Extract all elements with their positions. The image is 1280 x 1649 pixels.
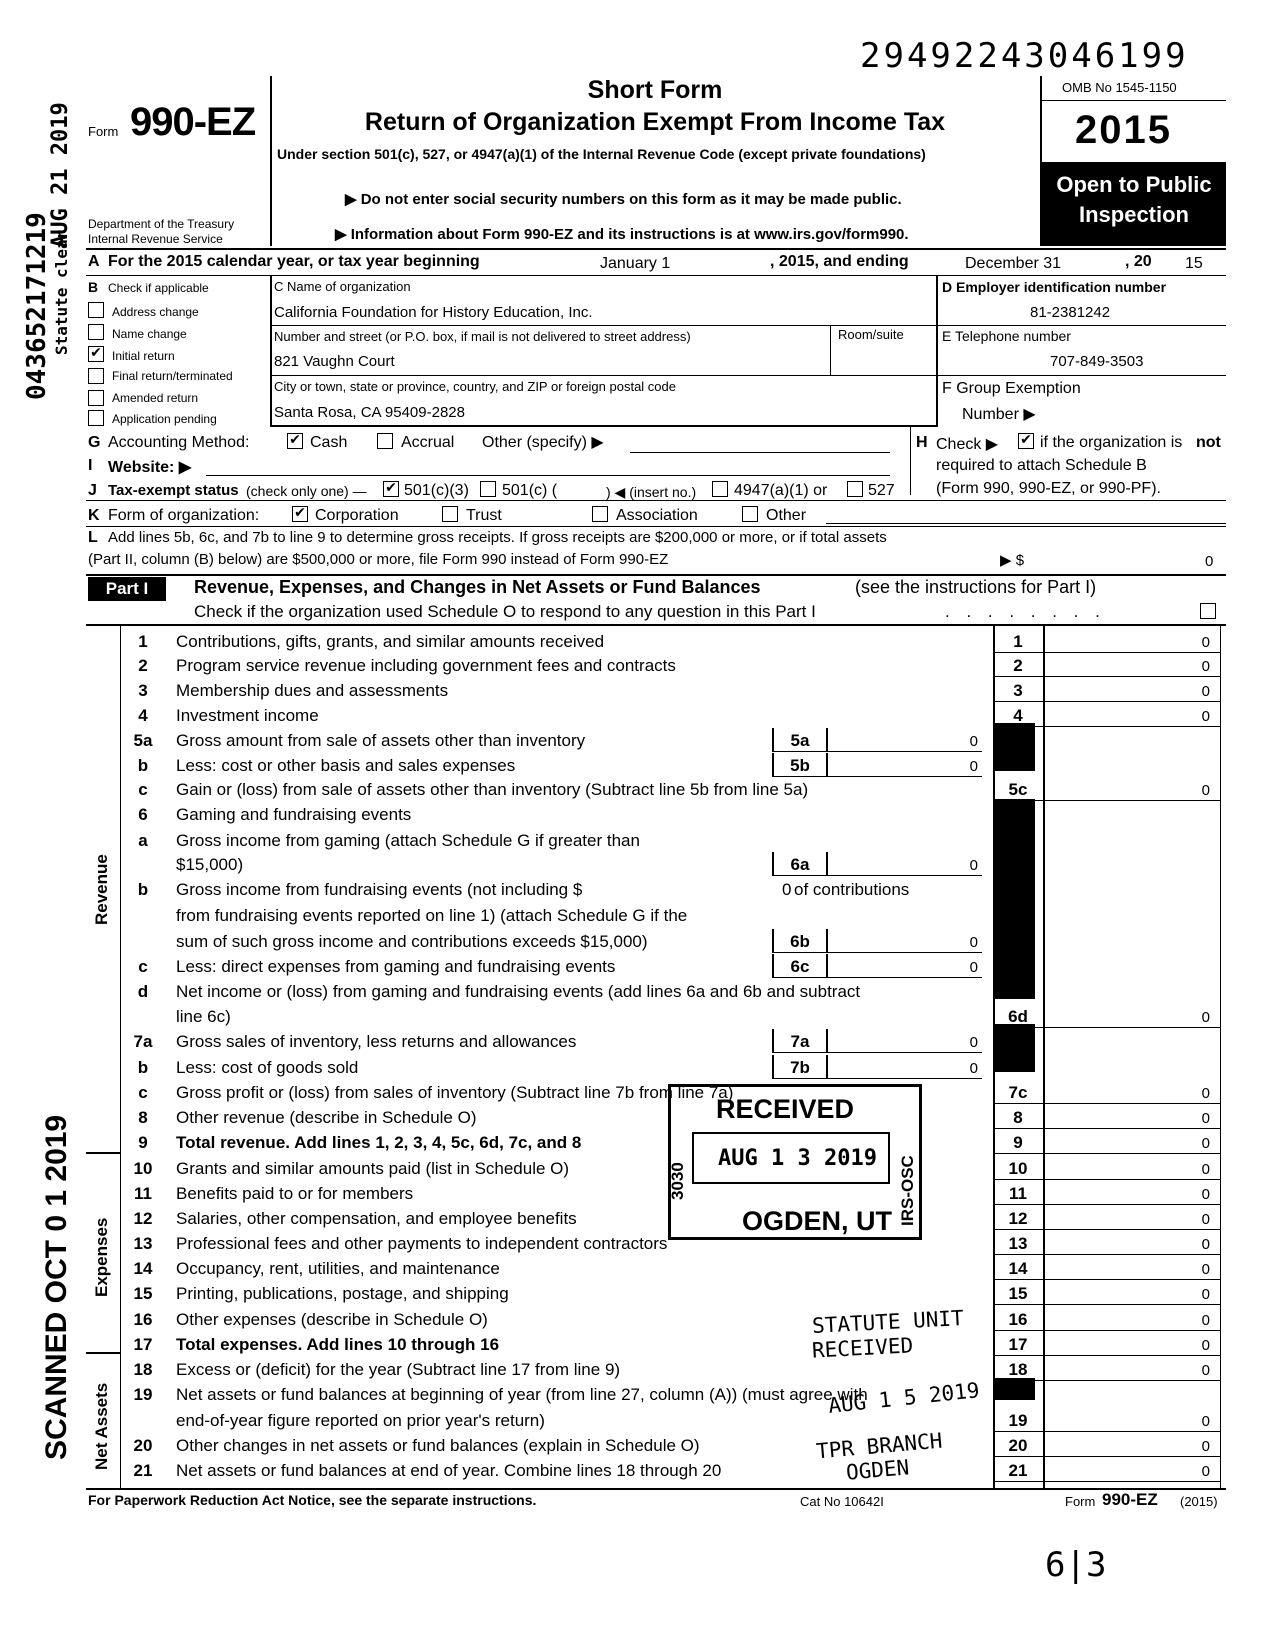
4947-label: 4947(a)(1) or [734,482,828,499]
line-description: sum of such gross income and contributions exceeds $15,000) [176,932,648,951]
sub-amount-divider [826,852,828,876]
part1-title-note: (see the instructions for Part I) [855,577,1097,597]
received-stamp-irs: IRS-OSC [898,1155,917,1226]
line-code: 14 [1008,1259,1028,1278]
public-inspection-line1: Open to Public [1056,172,1212,197]
gross-receipts-amount[interactable]: 0 [1205,553,1214,570]
catalog-number: Cat No 10642I [800,1494,884,1509]
line-number: 5a [133,731,153,750]
line-number: 6 [138,805,148,824]
line-description: line 6c) [176,1007,231,1026]
line-description: Less: cost or other basis and sales expenses [176,756,516,775]
shaded-5 [995,723,1035,771]
line-amount[interactable]: 0 [1201,1186,1210,1203]
form-number: 990-EZ [130,100,256,144]
line-description: Gain or (loss) from sale of assets other than inventory (Subtract line 5b from line 5a) [176,780,809,799]
line-amount[interactable]: 0 [1201,1085,1210,1102]
amount-row-rule [993,1431,1220,1432]
line-description: Less: cost of goods sold [176,1058,359,1077]
line-description: Total expenses. Add lines 10 through 16 [176,1335,500,1354]
sub-line-amount[interactable]: 0 [969,758,978,775]
line-h-text2: required to attach Schedule B [936,457,1147,474]
line-h-label: H [916,434,928,451]
line-number: 11 [134,1184,152,1203]
line-number: b [137,1058,149,1077]
shaded-7 [995,1024,1035,1072]
other-method-label: Other (specify) ▶ [482,434,604,451]
sub-line-amount[interactable]: 0 [969,959,978,976]
amount-row-rule [993,1481,1220,1482]
ein-label: D Employer identification number [942,279,1167,295]
inline-contributions-amount[interactable]: 0 [782,880,792,899]
527-label: 527 [868,482,895,499]
line-code: 7c [1008,1083,1028,1102]
line-amount[interactable]: 0 [1201,1135,1210,1152]
sub-line-amount[interactable]: 0 [969,857,978,874]
line-description: Professional fees and other payments to independent contractors [176,1234,668,1253]
line-description: Gross amount from sale of assets other than inventory [176,731,586,750]
amount-row-rule [993,1380,1220,1381]
line-number: 13 [133,1234,153,1253]
tax-exempt-status-note: (check only one) — [246,483,367,499]
name-change-label: Name change [112,327,187,341]
accrual-checkbox[interactable] [377,433,393,449]
received-stamp-city: OGDEN, UT [742,1206,893,1236]
line-number: 18 [133,1360,153,1379]
line-amount[interactable]: 0 [1201,1110,1210,1127]
line-number: 1 [138,632,148,651]
room-suite-label: Room/suite [838,327,904,342]
other-org-label: Other [766,507,807,524]
line-amount[interactable]: 0 [1201,658,1210,675]
line-code: 18 [1008,1360,1028,1379]
part1-schedule-o-check: Check if the organization used Schedule O to respond to any question in this Part I [194,602,816,621]
city-state-zip[interactable]: Santa Rosa, CA 95409-2828 [274,404,465,421]
org-name[interactable]: California Foundation for History Education, Inc. [274,304,593,321]
line-a-text: For the 2015 calendar year, or tax year beginning [108,253,480,270]
tax-year-begin[interactable]: January 1 [600,255,671,272]
amount-row-rule [993,1229,1220,1230]
line-amount[interactable]: 0 [1201,708,1210,725]
part1-title: Revenue, Expenses, and Changes in Net Assets or Fund Balances [194,577,761,597]
form-subtitle: Under section 501(c), 527, or 4947(a)(1) of the Internal Revenue Code (except private foundations) [277,146,926,162]
line-code: 19 [1008,1411,1028,1430]
sub-amount-divider [826,753,828,777]
tax-year: 2015 [1075,108,1172,152]
line-h-text: if the organization is [1040,434,1183,451]
line-description: end-of-year figure reported on prior year's return) [176,1411,545,1430]
association-label: Association [616,507,698,524]
line-description: Net assets or fund balances at beginning of year (from line 27, column (A)) (must agree with [176,1385,868,1404]
footer-year: (2015) [1180,1494,1218,1509]
scanned-stamp: SCANNED OCT 0 1 2019 [40,1114,73,1460]
street-label: Number and street (or P.O. box, if mail is not delivered to street address) [274,329,691,344]
amount-row-rule [993,1128,1220,1129]
line-code: 9 [1013,1133,1023,1152]
amount-row-rule [993,1027,1220,1028]
amount-row-rule [993,800,1220,801]
section-b-label: B [88,279,99,295]
line-number: d [137,982,149,1001]
amount-row-rule [993,1254,1220,1255]
cash-checkbox[interactable]: ✔ [287,433,303,449]
corporation-checkbox[interactable]: ✔ [292,506,308,522]
sub-amount-divider [826,1029,828,1053]
amount-row-rule [993,676,1220,677]
sub-line-amount[interactable]: 0 [969,733,978,750]
sub-line-code: 7b [790,1058,810,1077]
shaded-19 [995,1378,1035,1400]
line-j-label: J [88,482,97,499]
line-amount[interactable]: 0 [1201,1312,1210,1329]
other-org-checkbox[interactable] [742,506,758,522]
line-code: 13 [1008,1234,1028,1253]
association-checkbox[interactable] [592,506,608,522]
line-number: b [137,756,149,775]
line-code: 1 [1013,632,1023,651]
form-title: Return of Organization Exempt From Income Tax [364,108,946,136]
schedule-o-checkbox[interactable] [1200,603,1216,619]
info-notice: ▶ Information about Form 990-EZ and its instructions is at www.irs.gov/form990. [335,226,909,243]
accounting-method-label: Accounting Method: [108,434,250,451]
tpr-branch-stamp: TPR BRANCH [815,1428,944,1464]
group-exemption-label: F Group Exemption [942,380,1081,397]
amended-return-label: Amended return [112,391,199,405]
line-description: Benefits paid to or for members [176,1184,414,1203]
line-description: from fundraising events reported on line 1) (attach Schedule G if the [176,906,688,925]
part1-tag: Part I [105,579,149,598]
tpr-city-stamp: OGDEN [845,1455,911,1485]
line-number: 16 [133,1310,153,1329]
tax-year-end[interactable]: December 31 [965,255,1062,272]
document-locator-number: 29492243046199 [860,36,1189,76]
statute-clear-stamp: Statute clear [52,229,71,355]
line-code: 15 [1008,1284,1028,1303]
amount-row-rule [993,1330,1220,1331]
line-code: 21 [1008,1461,1028,1480]
line-amount[interactable]: 0 [1201,1286,1210,1303]
line-code: 20 [1008,1436,1028,1455]
501c-label: 501(c) ( [502,482,558,499]
amount-row-rule [993,1355,1220,1356]
cash-label: Cash [310,434,348,451]
initial-return-label: Initial return [112,349,175,363]
line-description: Other revenue (describe in Schedule O) [176,1108,477,1127]
line-code: 8 [1013,1108,1023,1127]
public-inspection-line2: Inspection [1078,202,1189,227]
line-h-check: Check ▶ [936,436,999,453]
line-number: 21 [133,1461,153,1480]
sub-line-code: 7a [790,1032,810,1051]
trust-checkbox[interactable] [442,506,458,522]
line-code: 17 [1008,1335,1028,1354]
line-number: 2 [138,656,148,675]
website-label: Website: ▶ [108,459,192,476]
sub-line-amount[interactable]: 0 [969,934,978,951]
line-amount[interactable]: 0 [1201,1438,1210,1455]
line-amount[interactable]: 0 [1201,683,1210,700]
amount-row-rule [993,1153,1220,1154]
sub-line-code: 5a [790,731,810,750]
group-exemption-number-label: Number ▶ [962,406,1036,423]
line-description: Occupancy, rent, utilities, and maintenance [176,1259,500,1278]
telephone-label: E Telephone number [942,328,1071,344]
line-code: 3 [1013,681,1023,700]
statute-date-stamp: AUG 1 5 2019 [827,1378,981,1418]
line-description: Gross income from gaming (attach Schedule G if greater than [176,831,640,850]
501c3-checkbox[interactable]: ✔ [383,481,399,497]
line-description: Membership dues and assessments [176,681,449,700]
line-number: 10 [133,1159,153,1178]
statute-received-stamp: RECEIVED [811,1333,914,1363]
amount-row-rule [993,1204,1220,1205]
line-description: Contributions, gifts, grants, and similar amounts received [176,632,605,651]
handwritten-page-note: 6|3 [1045,1545,1107,1585]
line-number: 3 [138,681,148,700]
line-number: c [138,1083,148,1102]
amount-row-rule [993,652,1220,653]
final-return-checkbox[interactable] [88,368,104,384]
line-amount[interactable]: 0 [1201,1161,1210,1178]
501c-checkbox[interactable] [480,481,496,497]
sub-line-code: 6a [790,855,810,874]
initial-return-checkbox[interactable]: ✔ [88,346,104,362]
line-description: Excess or (deficit) for the year (Subtract line 17 from line 9) [176,1360,621,1379]
sub-line-code: 6c [790,957,810,976]
sub-line-amount[interactable]: 0 [969,1034,978,1051]
schedule-b-checkbox[interactable]: ✔ [1018,433,1034,449]
line-description: Gaming and fundraising events [176,805,412,824]
line-description: Gross sales of inventory, less returns and allowances [176,1032,577,1051]
line-l-text1: Add lines 5b, 6c, and 7b to line 9 to determine gross receipts. If gross receipts are $200,000 or more, or if total assets [108,529,887,546]
net-assets-side-label: Net Assets [92,1382,111,1470]
address-change-checkbox[interactable] [88,302,104,318]
revenue-side-label: Revenue [92,854,111,925]
shaded-6 [995,799,1035,999]
amended-return-checkbox[interactable] [88,390,104,406]
line-a-mid: , 2015, and ending [770,253,909,270]
corporation-label: Corporation [315,507,399,524]
part1-check-leaders: . . . . . . . . [945,602,1106,621]
line-code: 16 [1008,1310,1028,1329]
line-amount[interactable]: 0 [1201,1337,1210,1354]
line-number: 15 [133,1284,153,1303]
line-amount[interactable]: 0 [1201,1211,1210,1228]
line-number: c [138,780,148,799]
line-number: b [137,880,149,899]
final-return-label: Final return/terminated [112,369,233,383]
501c3-label: 501(c)(3) [404,482,469,499]
sub-amount-divider [826,728,828,752]
line-amount[interactable]: 0 [1201,1463,1210,1480]
statute-unit-stamp: STATUTE UNIT [811,1306,965,1338]
line-h-text3: (Form 990, 990-EZ, or 990-PF). [936,480,1161,497]
omb-number: OMB No 1545-1150 [1062,80,1177,95]
form-title-short: Short Form [587,76,723,104]
line-amount[interactable]: 0 [1201,1009,1210,1026]
sub-line-code: 6b [790,932,810,951]
sub-amount-divider [826,1055,828,1079]
org-name-label: C Name of organization [274,279,411,294]
line-number: c [138,957,148,976]
line-a-year-prefix: , 20 [1125,253,1152,270]
line-amount[interactable]: 0 [1201,1362,1210,1379]
address-change-label: Address change [112,305,199,319]
line-number: 9 [138,1133,148,1152]
line-amount[interactable]: 0 [1201,1413,1210,1430]
ssn-notice: ▶ Do not enter social security numbers on this form as it may be made public. [345,191,902,208]
line-code: 12 [1008,1209,1028,1228]
amount-row-rule [993,1103,1220,1104]
line-description: Salaries, other compensation, and employee benefits [176,1209,577,1228]
line-code: 5c [1008,780,1028,799]
amount-row-rule [993,701,1220,702]
line-description: Total revenue. Add lines 1, 2, 3, 4, 5c, 6d, 7c, and 8 [176,1133,582,1152]
expenses-side-label: Expenses [92,1217,111,1297]
line-l-text2: (Part II, column (B) below) are $500,000 or more, file Form 990 instead of Form 990-EZ [88,551,669,568]
insert-number-label: ) ◀ (insert no.) [606,484,697,500]
received-stamp-title: RECEIVED [716,1094,855,1124]
line-amount[interactable]: 0 [1201,1236,1210,1253]
amount-row-rule [993,1279,1220,1280]
line-number: 12 [133,1209,153,1228]
amount-row-rule [993,726,1220,727]
527-checkbox[interactable] [847,481,863,497]
line-code: 4 [1013,706,1023,725]
footer-notice: For Paperwork Reduction Act Notice, see the separate instructions. [88,1492,537,1508]
accrual-label: Accrual [401,434,455,451]
form-word: Form [88,124,119,139]
line-number: 14 [133,1259,153,1278]
tax-exempt-status-label: Tax-exempt status [108,482,239,499]
4947-checkbox[interactable] [712,481,728,497]
inline-contributions-label: of contributions [794,880,910,899]
name-change-checkbox[interactable] [88,324,104,340]
line-amount[interactable]: 0 [1201,1261,1210,1278]
line-i-label: I [88,457,93,474]
line-number: 7a [133,1032,153,1051]
trust-label: Trust [466,507,502,524]
line-description: Printing, publications, postage, and shipping [176,1284,509,1303]
line-number: 8 [138,1108,148,1127]
line-description: Program service revenue including government fees and contracts [176,656,676,675]
received-date-stamp: AUG 21 2019 [48,102,73,248]
line-k-label: K [88,507,100,524]
line-code: 10 [1008,1159,1028,1178]
amount-row-rule [993,1456,1220,1457]
line-number: a [138,831,148,850]
city-label: City or town, state or province, country, and ZIP or foreign postal code [274,379,676,394]
received-stamp-code: 3030 [668,1162,687,1200]
line-description: Other expenses (describe in Schedule O) [176,1310,488,1329]
amount-row-rule [993,1304,1220,1305]
line-description: Investment income [176,706,319,725]
line-l-label: L [88,529,98,546]
line-description: Gross income from fundraising events (not including $ [176,880,583,899]
line-number: 4 [138,706,148,725]
line-code: 6d [1008,1007,1028,1026]
line-description: Grants and similar amounts paid (list in Schedule O) [176,1159,570,1178]
received-stamp-date: AUG 1 3 2019 [718,1146,877,1171]
line-number: 17 [133,1335,153,1354]
line-h-not: not [1196,434,1221,451]
line-code: 2 [1013,656,1023,675]
line-g-label: G [88,434,101,451]
line-code: 11 [1009,1184,1027,1203]
sub-line-code: 5b [790,756,810,775]
form-of-org-label: Form of organization: [108,507,260,524]
line-number: 19 [133,1385,153,1404]
section-b-title: Check if applicable [108,281,209,295]
street-address[interactable]: 821 Vaughn Court [274,353,395,370]
line-number: 20 [133,1436,153,1455]
line-a-label: A [88,253,100,270]
telephone[interactable]: 707-849-3503 [1050,353,1144,370]
dept-treasury: Department of the Treasury [88,217,235,231]
line-description: Net income or (loss) from gaming and fundraising events (add lines 6a and 6b and subtract [176,982,861,1001]
sub-amount-divider [826,929,828,953]
dept-irs: Internal Revenue Service [88,232,223,246]
line-amount[interactable]: 0 [1201,634,1210,651]
footer-form-number: 990-EZ [1102,1490,1158,1509]
sub-amount-divider [826,954,828,978]
ein[interactable]: 81-2381242 [1030,304,1111,321]
line-amount[interactable]: 0 [1201,782,1210,799]
line-l-dollar: ▶ $ [1000,552,1025,569]
tax-year-end-yy[interactable]: 15 [1185,255,1203,272]
sub-line-amount[interactable]: 0 [969,1060,978,1077]
line-description: $15,000) [176,855,244,874]
line-description: Net assets or fund balances at end of year. Combine lines 18 through 20 [176,1461,722,1480]
footer-form-word: Form [1065,1494,1096,1509]
application-pending-checkbox[interactable] [88,410,104,426]
line-description: Other changes in net assets or fund balances (explain in Schedule O) [176,1436,700,1455]
application-pending-label: Application pending [112,412,217,426]
amount-row-rule [993,1179,1220,1180]
line-description: Less: direct expenses from gaming and fundraising events [176,957,616,976]
stamp-number: 043652171219 [22,212,52,400]
line-description: Gross profit or (loss) from sales of inventory (Subtract line 7b from line 7a) [176,1083,734,1102]
